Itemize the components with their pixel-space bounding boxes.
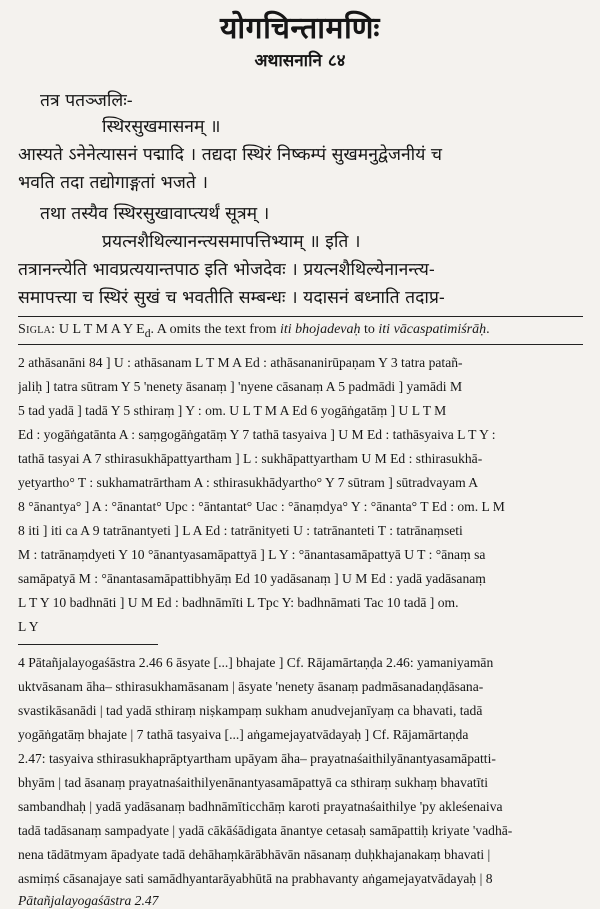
footnote-divider bbox=[18, 644, 158, 645]
apparatus-line: L T Y 10 badhnāti ] U M Ed : badhnāmīti L Tpc Y: badhnāmati Tac 10 tadā ] om. bbox=[18, 596, 459, 610]
sigla-label: Sigla: bbox=[18, 322, 56, 337]
apparatus-line: L Y bbox=[18, 620, 39, 634]
apparatus-line: 2 athāsanāni 84 ] U : athāsanam L T M A Ed : athāsananirūpaṇam Y 3 tatra patañ- bbox=[18, 356, 463, 370]
sigla-manuscripts: U L T M A Y E bbox=[55, 322, 145, 337]
footnote-line: tadā tadāsanaṃ sampadyate | yadā cākāśādigata ānantye cetasaḥ samāpattiḥ kriyate 'vadhā- bbox=[18, 824, 513, 838]
footnote-line: asmiṃś cāsanajaye sati samādhyantarāyabhūtā na prabhavanty aṅgamejayatvādayaḥ | 8 bbox=[18, 872, 493, 886]
apparatus-line: jaliḥ ] tatra sūtram Y 5 'nenety āsanaṃ ] 'nyene cāsanaṃ A 5 padmādi ] yamādi M bbox=[18, 380, 463, 394]
footnote-line: uktvāsanam āha– sthirasukhamāsanam | āsyate 'nenety āsanaṃ padmāsanadaṇḍāsana- bbox=[18, 680, 484, 694]
sigla-subscript: d bbox=[144, 326, 151, 340]
footnote-line: 2.47: tasyaiva sthirasukhaprāptyartham upāyam āha– prayatnaśaithilyānantyasamāpatti- bbox=[18, 752, 496, 766]
footnote-line: yogāṅgatāṃ bhajate | 7 tathā tasyaiva [...] aṅgamejayatvādayaḥ ] Cf. Rājamārtaṇḍa bbox=[18, 728, 469, 742]
apparatus-line: 8 °ānantya° ] A : °ānantat° Upc : °āntantat° Uac : °ānaṃdya° Y : °ānanta° T Ed : om. L M bbox=[18, 500, 505, 514]
apparatus-line: M : tatrānaṃdyeti Y 10 °ānantyasamāpattyā ] L Y : °ānantasamāpattyā U T : °ānaṃ sa bbox=[18, 548, 486, 562]
sanskrit-line: स्थिरसुखमासनम् ॥ bbox=[102, 117, 221, 137]
sanskrit-line: तत्रानन्त्येति भावप्रत्ययान्तपाठ इति भोजदेवः । प्रयत्नशैथिल्येनानन्त्य- bbox=[18, 260, 435, 280]
footnote-line: Pātañjalayogaśāstra 2.47 bbox=[18, 894, 159, 908]
footnote-line: svastikāsanādi | tad yadā sthiraṃ niṣkampaṃ sukham anudvejanīyaṃ ca bhavati, tadā bbox=[18, 704, 483, 718]
sanskrit-line: समापत्त्या च स्थिरं सुखं च भवतीति सम्बन्धः । यदासनं बध्नाति तदाप्र- bbox=[18, 288, 445, 308]
footnote-line: bhyām | tad āsanaṃ prayatnaśaithilyenānantyasamāpattyā ca sthiraṃ sukhaṃ bhavatīti bbox=[18, 776, 489, 790]
footnote-line: nena tādātmyam āpadyate tadā dehāhaṃkārābhāvān nāsanaṃ duḥkhajanakaṃ bhavati | bbox=[18, 848, 491, 862]
sanskrit-line: भवति तदा तद्योगाङ्गतां भजते । bbox=[18, 173, 208, 193]
sigla-text: . A omits the text from bbox=[150, 322, 281, 337]
apparatus-line: 5 tad yadā ] tadā Y 5 sthiraṃ ] Y : om. U L T M A Ed 6 yogāṅgatāṃ ] U L T M bbox=[18, 404, 447, 418]
sigla-text: . bbox=[486, 322, 490, 337]
section-divider bbox=[18, 316, 583, 317]
footnote-line: sambandhaḥ | yadā yadāsanaṃ badhnāmīticchāṃ karoti prayatnaśaithilye 'py akleśenaiva bbox=[18, 800, 503, 814]
apparatus-line: yetyartho° T : sukhamatrārtham A : sthirasukhādyartho° Y 7 sūtram ] sūtradvayam A bbox=[18, 476, 479, 490]
footnote-line: 4 Pātañjalayogaśāstra 2.46 6 āsyate [...] bhajate ] Cf. Rājamārtaṇḍa 2.46: yamaniyamān bbox=[18, 656, 494, 670]
sanskrit-line: तत्र पतञ्जलिः- bbox=[40, 91, 133, 111]
sigla-text: to bbox=[360, 322, 379, 337]
sigla-italic: iti bhojadevaḥ bbox=[280, 322, 361, 337]
section-divider bbox=[18, 344, 583, 345]
sanskrit-line: आस्यते ऽनेनेत्यासनं पद्मादि । तद्यदा स्थिरं निष्कम्पं सुखमनुद्वेजनीयं च bbox=[18, 145, 443, 165]
sigla-italic: iti vācaspatimiśrāḥ bbox=[378, 322, 487, 337]
sanskrit-line: प्रयत्नशैथिल्यानन्त्यसमापत्तिभ्याम् ॥ इति । bbox=[102, 232, 361, 252]
apparatus-line: samāpatyā M : °ānantasamāpattibhyāṃ Ed 10 yadāsanaṃ ] U M Ed : yadā yadāsanaṃ bbox=[18, 572, 486, 586]
apparatus-line: 8 iti ] iti ca A 9 tatrānantyeti ] L A Ed : tatrānityeti U : tatrānanteti T : tatrānaṃseti bbox=[18, 524, 463, 538]
apparatus-line: Ed : yogāṅgatānta A : saṃgogāṅgatāṃ Y 7 tathā tasyaiva ] U M Ed : tathāsyaiva L T Y : bbox=[18, 428, 496, 442]
sigla-note bbox=[18, 322, 583, 340]
page-title: योगचिन्तामणिः bbox=[220, 11, 380, 46]
apparatus-line: tathā tasyai A 7 sthirasukhāpattyartham ] L : sukhāpattyartham U M Ed : sthirasukhā- bbox=[18, 452, 483, 466]
section-heading: अथासनानि ८४ bbox=[254, 51, 346, 71]
sanskrit-line: तथा तस्यैव स्थिरसुखावाप्त्यर्थं सूत्रम् । bbox=[40, 204, 270, 224]
